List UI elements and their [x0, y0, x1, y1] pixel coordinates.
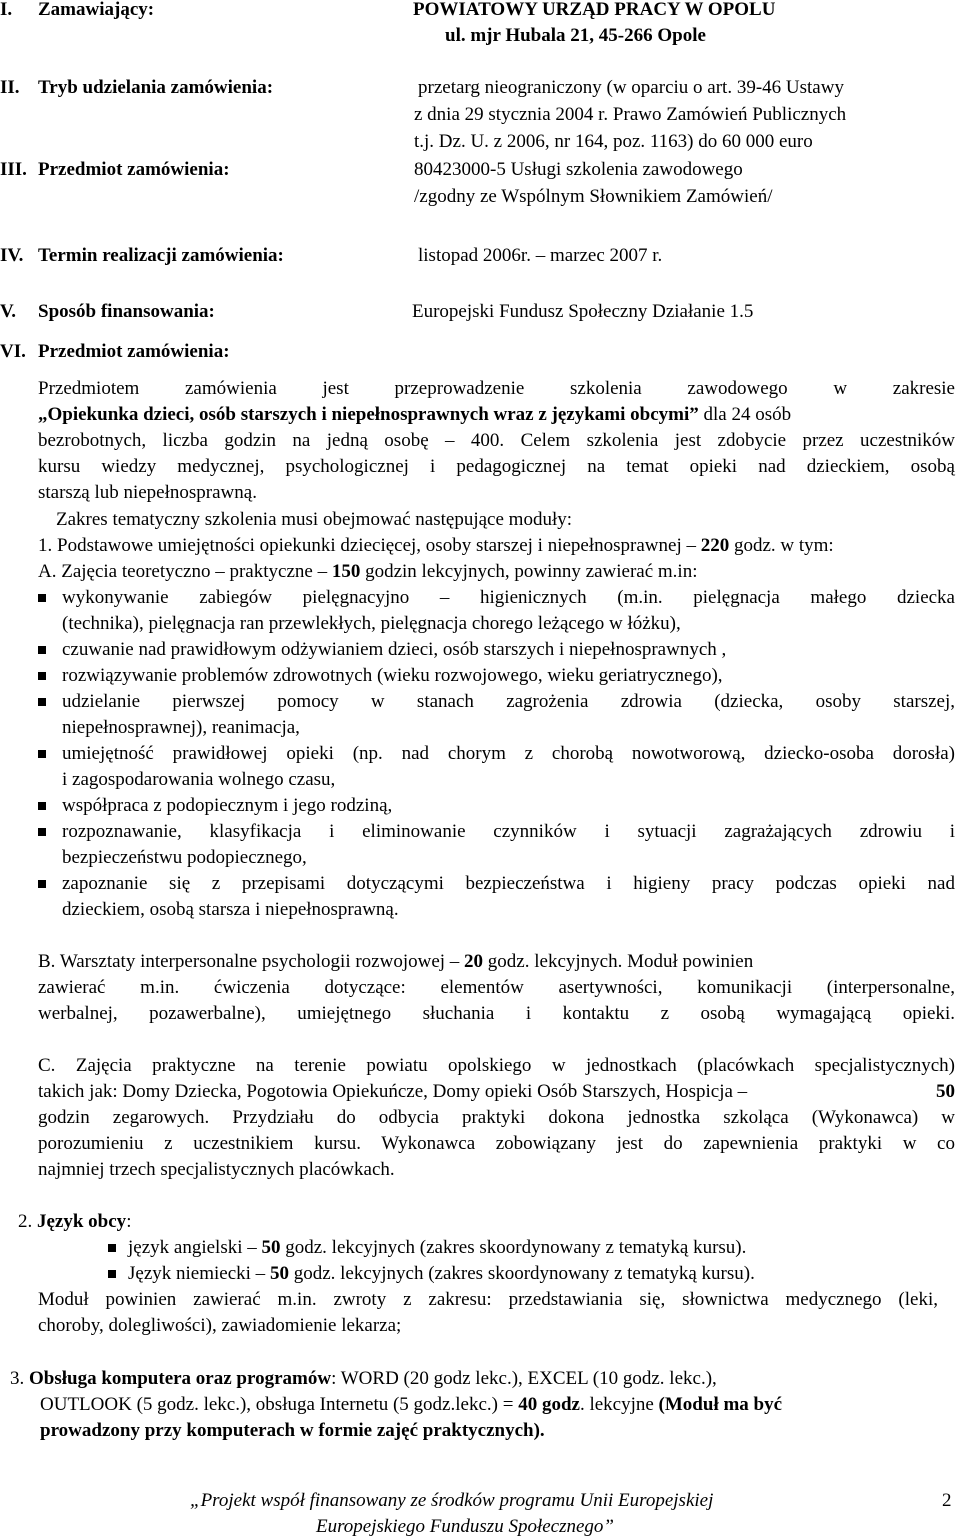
bullet-marker [38, 802, 46, 810]
intro-line-2-rest: dla 24 osób [698, 404, 792, 425]
section-c-hours: 50 [936, 1081, 955, 1102]
subject-cpv-code: 80423000-5 Usługi szkolenia zawodowego [414, 159, 743, 180]
module-3-line-2-mid: . lekcyjne [579, 1394, 659, 1415]
language-english [128, 1235, 746, 1261]
contracting-authority-address: ul. mjr Hubala 21, 45-266 Opole [445, 25, 706, 46]
bullet-marker [108, 1244, 116, 1252]
page-number: 2 [942, 1490, 952, 1511]
bullet-marker [38, 672, 46, 680]
module-3-line-1-rest: : WORD (20 godz lekc.), EXCEL (10 godz. lekc.), [331, 1368, 717, 1389]
module-1-hours: 220 [700, 535, 730, 556]
module-3-line-2 [40, 1392, 782, 1418]
list-item-7-line-1: rozpoznawanie, klasyfikacja i eliminowanie czynników i sytuacji zagrażających zdrowiu i [62, 821, 955, 842]
section-c-line-3: godzin zegarowych. Przydziału do odbycia praktyki dokona jednostka szkoląca (Wykonawca) w [38, 1107, 955, 1128]
intro-line-1: Przedmiotem zamówienia jest przeprowadzenie szkolenia zawodowego w zakresie [38, 378, 955, 399]
list-item-8-line-1: zapoznanie się z przepisami dotyczącymi bezpieczeństwa i higieny pracy podczas opieki nad [62, 873, 955, 894]
section-c-line-5: najmniej trzech specjalistycznych placówkach. [38, 1159, 395, 1180]
language-english-label: język angielski – [128, 1237, 262, 1258]
intro-line-4: kursu wiedzy medycznej, psychologicznej i pedagogicznej na temat opieki nad dzieckiem, osobą [38, 456, 955, 477]
language-german [128, 1261, 755, 1287]
list-item-5-line-1: umiejętność prawidłowej opieki (np. nad chorym z chorobą nowotworową, dziecko-osoba dorosła) [62, 743, 955, 764]
module-1a-heading [38, 559, 697, 585]
section-3-label: Przedmiot zamówienia: [38, 159, 230, 180]
bullet-marker [38, 750, 46, 758]
list-item-1-line-2: (technika), pielęgnacja ran przewlekłych, pielęgnacja chorego leżącego w łóżku), [62, 613, 681, 634]
section-6-number: VI. [0, 341, 26, 362]
module-3-number: 3. [10, 1368, 29, 1389]
module-1a-suffix: godzin lekcyjnych, powinny zawierać m.in: [360, 561, 698, 582]
list-item-1-line-1: wykonywanie zabiegów pielęgnacyjno – higienicznych (m.in. pielęgnacja małego dziecka [62, 587, 955, 608]
module-2-line-4: choroby, dolegliwości), zawiadomienie lekarza; [38, 1315, 402, 1336]
bullet-marker [38, 828, 46, 836]
module-3-line-1 [10, 1366, 955, 1392]
module-2-line-3: Moduł powinien zawierać m.in. zwroty z zakresu: przedstawiania się, słownictwa medycznego (leki, [38, 1289, 938, 1310]
list-item-7-line-2: bezpieczeństwu podopiecznego, [62, 847, 307, 868]
section-3-number: III. [0, 159, 27, 180]
language-german-hours: 50 [269, 1263, 289, 1284]
list-item-4-line-2: niepełnosprawnej), reanimacja, [62, 717, 300, 738]
language-german-desc: godz. lekcyjnych (zakres skoordynowany z tematyką kursu). [288, 1263, 755, 1284]
bullet-marker [38, 594, 46, 602]
module-2-heading [18, 1209, 131, 1235]
section-2-label: Tryb udzielania zamówienia: [38, 77, 274, 98]
section-b-line-1 [38, 949, 955, 975]
module-1-title: 1. Podstawowe umiejętności opiekunki dziecięcej, osoby starszej i niepełnosprawnej – [38, 535, 701, 556]
footer-line-1: „Projekt współ finansowany ze środków programu Unii Europejskiej [190, 1490, 714, 1511]
section-c-line-2-text: takich jak: Domy Dziecka, Pogotowia Opiekuńcze, Domy opieki Osób Starszych, Hospicja – [38, 1081, 748, 1102]
section-b-line-2: zawierać m.in. ćwiczenia dotyczące: elementów asertywności, komunikacji (interpersonalne, [38, 977, 955, 998]
course-title: „Opiekunka dzieci, osób starszych i niepełnosprawnych wraz z językami obcymi” [38, 404, 699, 425]
module-2-colon: : [126, 1211, 132, 1232]
section-c-line-1: C. Zajęcia praktyczne na terenie powiatu opolskiego w jednostkach (placówkach specjalistycznych) [38, 1055, 955, 1076]
financing-source: Europejski Fundusz Społeczny Działanie 1.5 [412, 301, 754, 322]
section-c-line-4: porozumieniu z uczestnikiem kursu. Wykonawca zobowiązany jest do zapewnienia praktyki w co [38, 1133, 955, 1154]
procurement-mode-line3: t.j. Dz. U. z 2006, nr 164, poz. 1163) do 60 000 euro [414, 131, 813, 152]
intro-line-5: starszą lub niepełnosprawną. [38, 482, 257, 503]
section-c-line-2 [38, 1079, 955, 1105]
module-1-suffix: godz. w tym: [729, 535, 834, 556]
section-b-suffix: godz. lekcyjnych. Moduł powinien [483, 951, 754, 972]
intro-line-3: bezrobotnych, liczba godzin na jedną osobę – 400. Celem szkolenia jest zdobycie przez uczestników [38, 430, 955, 451]
footer-line-2: Europejskiego Funduszu Społecznego” [316, 1516, 614, 1537]
module-3-note-start: (Moduł ma być [658, 1394, 783, 1415]
module-2-number: 2. [18, 1211, 37, 1232]
section-b-line-3: werbalnej, pozawerbalne), umiejętnego słuchania i kontaktu z osobą wymagającą opieki. [38, 1003, 955, 1024]
list-item-5-line-2: i zagospodarowania wolnego czasu, [62, 769, 336, 790]
bullet-marker [38, 698, 46, 706]
module-3-total-hours: 40 godz [518, 1394, 580, 1415]
list-item-8-line-2: dzieckiem, osobą starsza i niepełnosprawną. [62, 899, 399, 920]
procurement-mode-line2: z dnia 29 stycznia 2004 r. Prawo Zamówień Publicznych [414, 104, 847, 125]
execution-term: listopad 2006r. – marzec 2007 r. [418, 245, 663, 266]
bullet-marker [38, 646, 46, 654]
section-6-label: Przedmiot zamówienia: [38, 341, 230, 362]
section-4-number: IV. [0, 245, 24, 266]
section-5-number: V. [0, 301, 17, 322]
language-english-hours: 50 [261, 1237, 281, 1258]
bullet-marker [108, 1270, 116, 1278]
list-item-6: współpraca z podopiecznym i jego rodziną, [62, 795, 393, 816]
module-1-heading [38, 533, 834, 559]
bullet-marker [38, 880, 46, 888]
section-2-number: II. [0, 77, 20, 98]
section-b-title: B. Warsztaty interpersonalne psychologii rozwojowej – [38, 951, 465, 972]
section-4-label: Termin realizacji zamówienia: [38, 245, 284, 266]
modules-intro: Zakres tematyczny szkolenia musi obejmować następujące moduły: [56, 509, 572, 530]
list-item-4-line-1: udzielanie pierwszej pomocy w stanach zagrożenia zdrowia (dziecka, osoby starszej, [62, 691, 955, 712]
section-b-hours: 20 [464, 951, 484, 972]
list-item-2: czuwanie nad prawidłowym odżywianiem dzieci, osób starszych i niepełnosprawnych , [62, 639, 727, 660]
module-1a-title: A. Zajęcia teoretyczno – praktyczne – [38, 561, 332, 582]
procurement-mode-line1: przetarg nieograniczony (w oparciu o art. 39-46 Ustawy [418, 77, 844, 98]
language-english-desc: godz. lekcyjnych (zakres skoordynowany z tematyką kursu). [280, 1237, 747, 1258]
language-german-label: Język niemiecki – [128, 1263, 270, 1284]
module-3-line-2-text: OUTLOOK (5 godz. lekc.), obsługa Internetu (5 godz.lekc.) = [40, 1394, 519, 1415]
subject-cpv-note: /zgodny ze Wspólnym Słownikiem Zamówień/ [414, 186, 773, 207]
section-1-number: I. [0, 0, 13, 20]
section-5-label: Sposób finansowania: [38, 301, 215, 322]
module-1a-hours: 150 [331, 561, 361, 582]
list-item-3: rozwiązywanie problemów zdrowotnych (wieku rozwojowego, wieku geriatrycznego), [62, 665, 723, 686]
module-2-title: Język obcy [37, 1211, 127, 1232]
module-3-title: Obsługa komputera oraz programów [29, 1368, 332, 1389]
contracting-authority-name: POWIATOWY URZĄD PRACY W OPOLU [413, 0, 776, 20]
intro-line-2 [38, 402, 955, 428]
module-3-line-3: prowadzony przy komputerach w formie zajęć praktycznych). [40, 1420, 545, 1441]
section-1-label: Zamawiający: [38, 0, 155, 20]
